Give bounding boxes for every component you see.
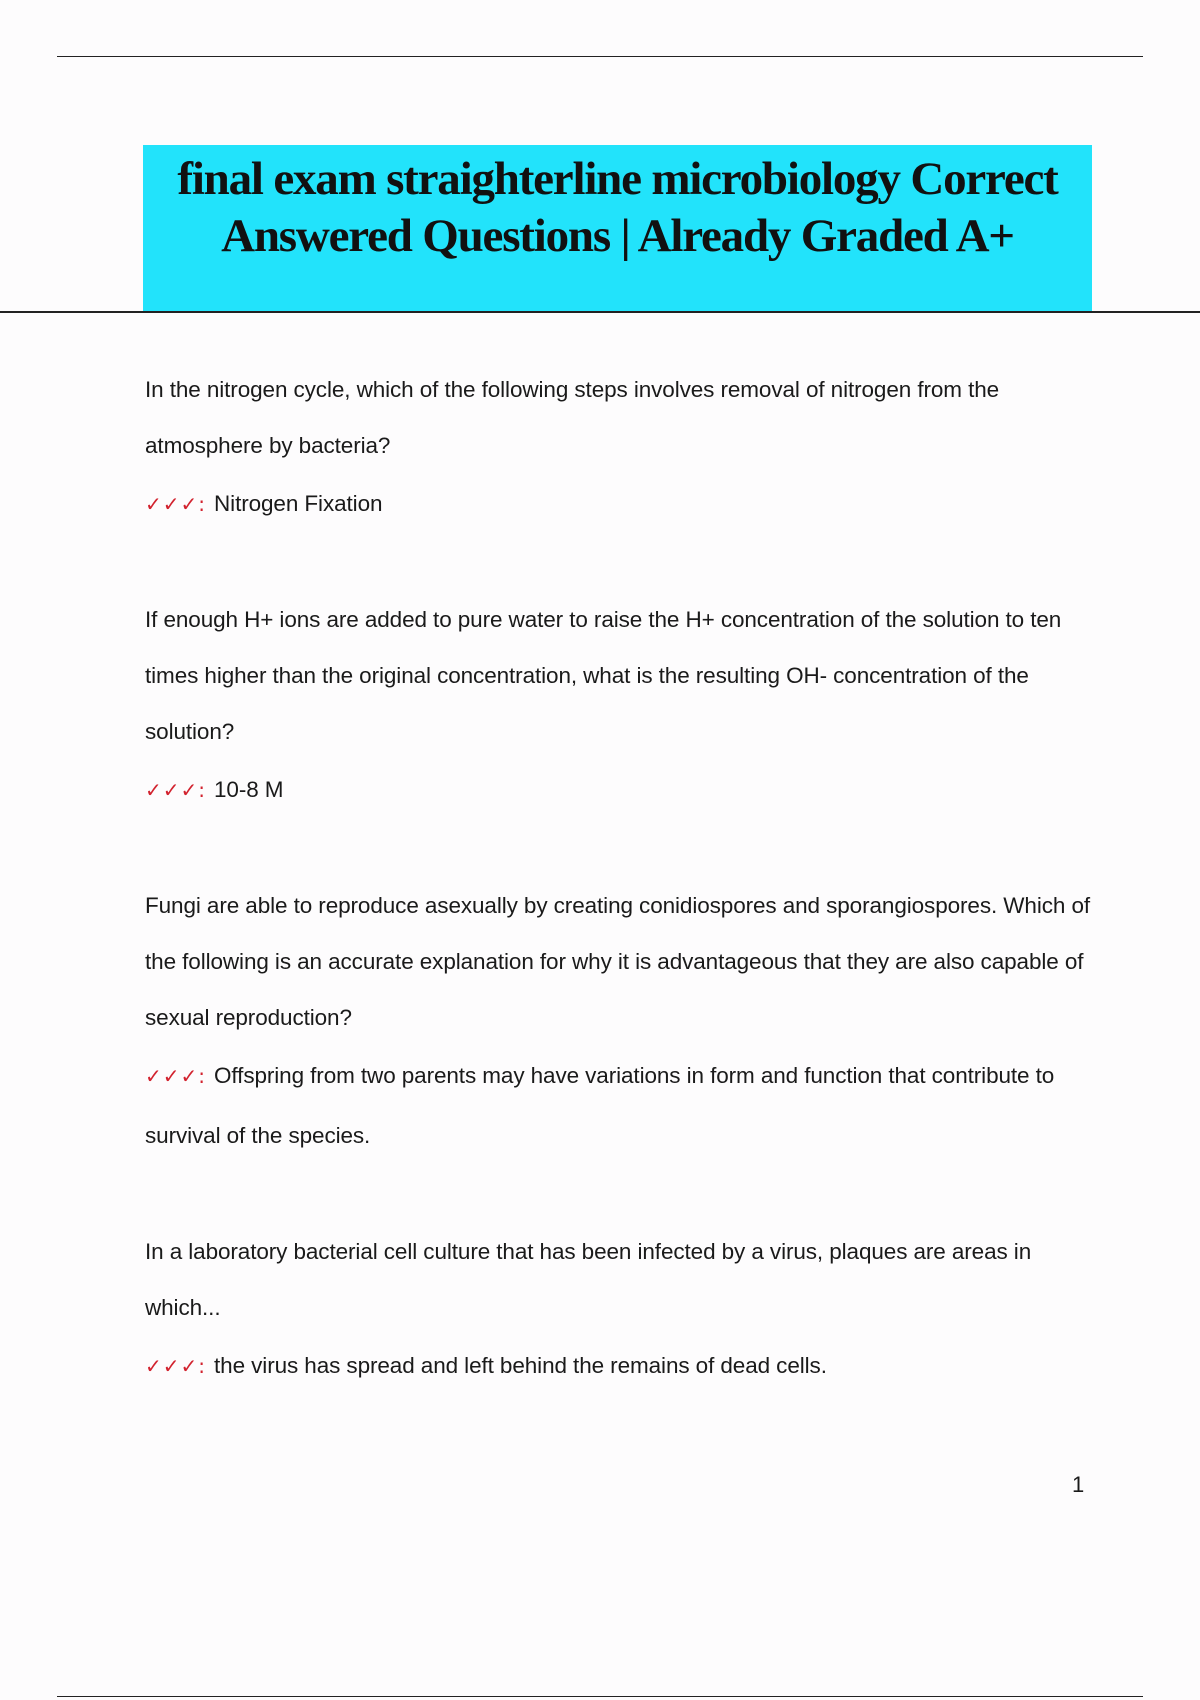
question-text: If enough H+ ions are added to pure water to raise the H+ concentration of the solution to ten times higher than the original concentration, what is the resulting OH- concentration of the solution? <box>145 607 1062 744</box>
qa-item <box>145 1224 1095 1396</box>
top-rule <box>57 56 1143 57</box>
answer-line <box>145 1336 1095 1396</box>
check-marks-icon: ✓✓✓: <box>145 778 207 802</box>
qa-item <box>145 592 1095 820</box>
qa-item <box>145 362 1095 534</box>
answer-text: the virus has spread and left behind the remains of dead cells. <box>214 1353 827 1378</box>
answer-text: 10-8 M <box>214 777 284 802</box>
spacer <box>145 1166 1095 1224</box>
header-rule <box>0 311 1200 313</box>
answer-line <box>145 760 1095 820</box>
check-marks-icon: ✓✓✓: <box>145 1064 207 1088</box>
page-number: 1 <box>1072 1472 1085 1497</box>
check-marks-icon: ✓✓✓: <box>145 1354 207 1378</box>
title-banner <box>143 145 1092 311</box>
answer-text: Offspring from two parents may have variations in form and function that contribute to survival of the species. <box>145 1063 1055 1148</box>
document-title: final exam straighterline microbiology Correct Answered Questions | Already Graded A+ <box>177 153 1058 262</box>
bottom-rule <box>57 1696 1143 1697</box>
answer-text: Nitrogen Fixation <box>214 491 383 516</box>
question-text: In a laboratory bacterial cell culture that has been infected by a virus, plaques are areas in which... <box>145 1239 1032 1320</box>
qa-list <box>145 362 1095 1396</box>
question-text: Fungi are able to reproduce asexually by creating conidiospores and sporangiospores. Which of the following is an accurate explanation for why it is advantageous that they are also capable of sexual reproduction? <box>145 893 1091 1030</box>
answer-line <box>145 1046 1095 1166</box>
spacer <box>145 820 1095 878</box>
spacer <box>145 534 1095 592</box>
check-marks-icon: ✓✓✓: <box>145 492 207 516</box>
answer-line <box>145 474 1095 534</box>
question-text: In the nitrogen cycle, which of the following steps involves removal of nitrogen from the atmosphere by bacteria? <box>145 377 1000 458</box>
qa-item <box>145 878 1095 1166</box>
